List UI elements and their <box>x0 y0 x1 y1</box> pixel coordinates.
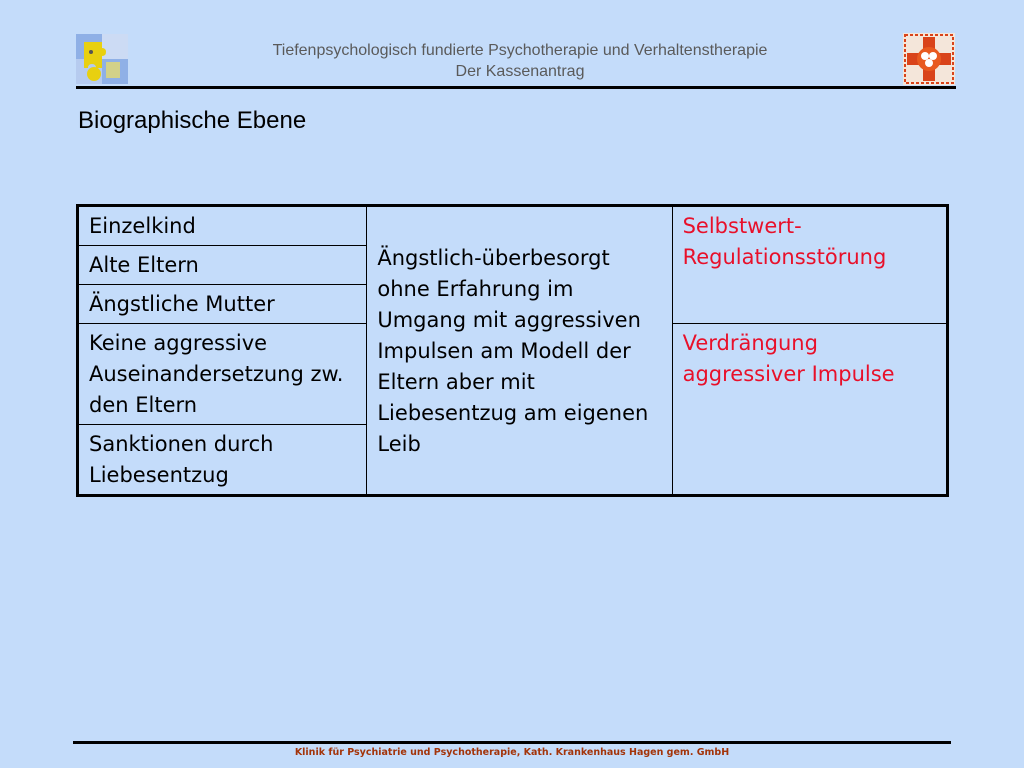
table-cell-center-description: Ängstlich-überbesorgt ohne Erfahrung im Umgang mit aggressiven Impulsen am Modell der Eltern aber mit Liebesentzug am eigenen Leib <box>367 206 672 496</box>
page-title: Biographische Ebene <box>78 107 307 134</box>
footer-divider <box>73 741 951 744</box>
table-cell: Ängstliche Mutter <box>78 285 367 324</box>
table-cell-outcome: Verdrängung aggressiver Impulse <box>672 324 947 496</box>
ornamental-cross-logo-icon <box>903 33 955 85</box>
table-cell: Alte Eltern <box>78 246 367 285</box>
table-cell: Einzelkind <box>78 206 367 246</box>
puzzle-face-logo-icon <box>76 34 128 84</box>
biography-table <box>76 204 949 497</box>
table-cell: Sanktionen durch Liebesentzug <box>78 425 367 496</box>
header-divider <box>76 86 956 89</box>
header-line1: Tiefenpsychologisch fundierte Psychotherapie und Verhaltenstherapie <box>272 42 768 59</box>
footer-text: Klinik für Psychiatrie und Psychotherapie, Kath. Krankenhaus Hagen gem. GmbH <box>294 747 730 758</box>
table-cell: Keine aggressive Auseinandersetzung zw. den Eltern <box>78 324 367 425</box>
header-line2: Der Kassenantrag <box>455 63 585 80</box>
table-row <box>78 206 948 246</box>
table-cell-outcome: Selbstwert-Regulationsstörung <box>672 206 947 324</box>
header <box>140 40 900 82</box>
